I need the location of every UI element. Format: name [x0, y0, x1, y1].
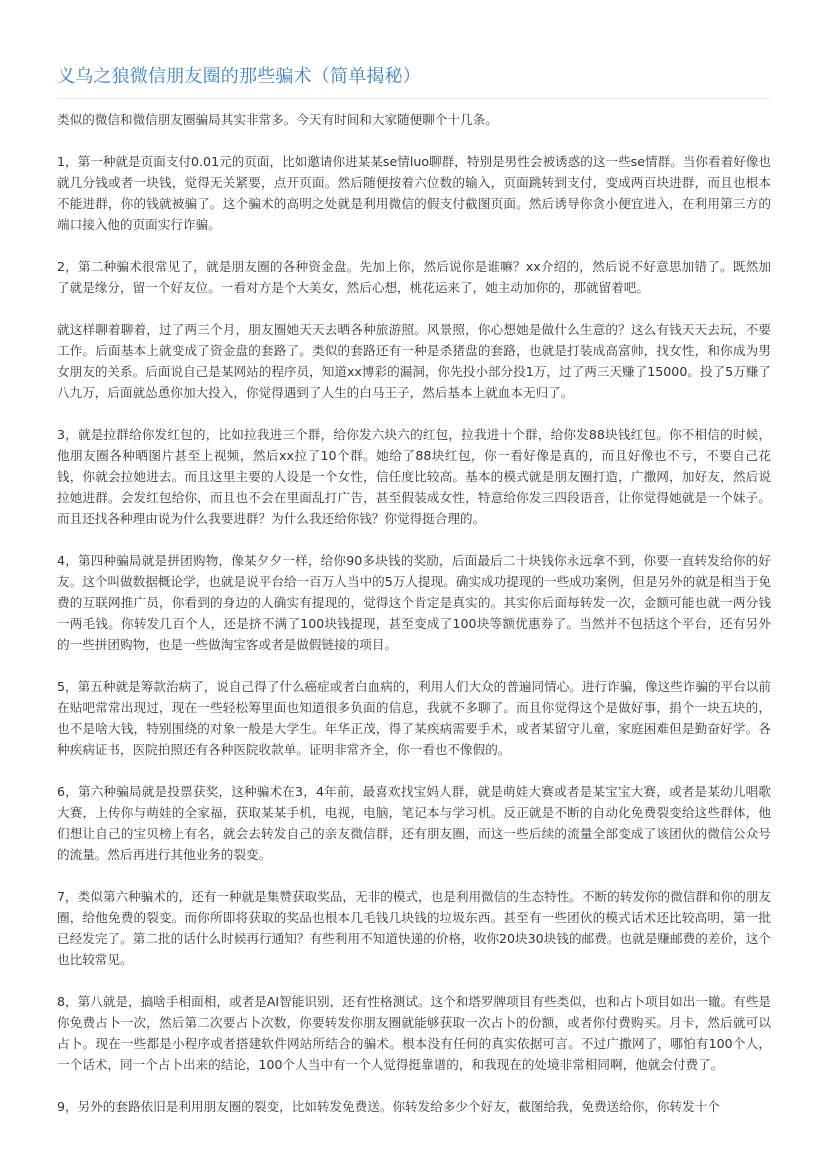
- paragraph-7: 7，类似第六种骗术的，还有一种就是集赞获取奖品，无非的模式，也是利用微信的生态特性。不断的转发你的微信群和你的朋友圈，给他免费的裂变。而你所即将获取的奖品也根本几毛钱几块钱的垃圾东西。甚至有一些团伙的模式话术还比较高明，第一批已经发完了。第二批的话什么时候再行通知？有些利用不知道快递的价格，收你20块30块钱的邮费。也就是赚邮费的差价，这个也比较常见。: [57, 889, 771, 967]
- paragraph-2: 2，第二种骗术很常见了，就是朋友圈的各种资金盘。先加上你，然后说你是谁嘛？xx介绍的，然后说不好意思加错了。既然加了就是缘分，留一个好友位。一看对方是个大美女，然后心想，桃花运来了，她主动加你的，那就留着吧。: [57, 259, 771, 295]
- paragraph-9: 9，另外的套路依旧是利用朋友圈的裂变，比如转发免费送。你转发给多少个好友，截图给我，免费送给你，你转发十个: [57, 1099, 720, 1114]
- paragraph-intro: 类似的微信和微信朋友圈骗局其实非常多。今天有时间和大家随便聊个十几条。: [57, 112, 498, 127]
- article-body: [57, 109, 771, 1117]
- article: [57, 64, 771, 1138]
- paragraph-6: 6，第六种骗局就是投票获奖，这种骗术在3，4年前，最喜欢找宝妈人群，就是萌娃大赛或者是某宝宝大赛，或者是某幼儿唱歌大赛，上传你与萌娃的全家福，获取某某手机，电视，电脑，笔记本与学习机。反正就是不断的自动化免费裂变给这些群体，他们想让自己的宝贝榜上有名，就会去转发自己的亲友微信群，还有朋友圈，而这一些后续的流量全部变成了该团伙的微信公众号的流量。然后再进行其他业务的裂变。: [57, 784, 771, 862]
- article-title: 义乌之狼微信朋友圈的那些骗术（简单揭秘）: [57, 64, 771, 99]
- paragraph-1: 1，第一种就是页面支付0.01元的页面，比如邀请你进某某se情luo聊群，特别是男性会被诱惑的这一些se情群。当你看着好像也就几分钱或者一块钱，觉得无关紧要，点开页面。然后随便按着六位数的输入，页面跳转到支付，变成两百块进群，而且也根本不能进群，你的钱就被骗了。这个骗术的高明之处就是利用微信的假支付截图页面。然后诱导你贪小便宜进入，在利用第三方的端口接入他的页面实行诈骗。: [57, 154, 771, 232]
- paragraph-2-continued: 就这样聊着聊着，过了两三个月，朋友圈她天天去晒各种旅游照。风景照，你心想她是做什么生意的？这么有钱天天去玩，不要工作。后面基本上就变成了资金盘的套路了。类似的套路还有一种是杀猪盘的套路，也就是打装成高富帅，找女性，和你成为男女朋友的关系。后面说自己是某网站的程序员，知道xx博彩的漏洞，你先投小部分投1万，过了两三天赚了15000。投了5万赚了八九万，后面就怂恿你加大投入，你觉得遇到了人生的白马王子，然后基本上就血本无归了。: [57, 322, 771, 400]
- paragraph-5: 5，第五种就是筹款治病了，说自己得了什么癌症或者白血病的，利用人们大众的普遍同情心。进行诈骗，像这些诈骗的平台以前在贴吧常常出现过，现在一些轻松筹里面也知道很多负面的信息，我就不多聊了。而且你觉得这个是做好事，捐个一块五块的，也不是啥大钱，特别围绕的对象一般是大学生。年华正茂，得了某疾病需要手术，或者某留守儿童，家庭困难但是勤奋好学。各种疾病证书，医院拍照还有各种医院收款单。证明非常齐全，你一看也不像假的。: [57, 679, 771, 757]
- paragraph-3: 3，就是拉群给你发红包的，比如拉我进三个群，给你发六块六的红包，拉我进十个群，给你发88块钱红包。你不相信的时候，他朋友圈各种晒图片甚至上视频，然后xx拉了10个群。她给了88块红包，你一看好像是真的，而且好像也不亏，不要自己花钱，你就会拉她进去。而且这里主要的人设是一个女性，信任度比较高。基本的模式就是朋友圈打造，广撒网，加好友，然后说拉她进群。会发红包给你，而且也不会在里面乱打广告，甚至假装成女性，特意给你发三四段语音，让你觉得她就是一个妹子。而且还找各种理由说为什么我要进群？为什么我还给你钱？你觉得挺合理的。: [57, 427, 771, 526]
- paragraph-8: 8，第八就是，搞啥手相面相，或者是AI智能识别，还有性格测试。这个和塔罗牌项目有些类似，也和占卜项目如出一辙。有些是你免费占卜一次，然后第二次要占卜次数，你要转发你朋友圈就能够获取一次占卜的份额，或者你付费购买。月卡，然后就可以占卜。现在一些都是小程序或者搭建软件网站所结合的骗术。根本没有任何的真实依据可言。不过广撒网了，哪怕有100个人，一个话术，同一个占卜出来的结论，100个人当中有一个人觉得挺靠谱的，和我现在的处境非常相同啊，他就会付费了。: [57, 994, 771, 1072]
- paragraph-4: 4，第四种骗局就是拼团购物，像某夕夕一样，给你90多块钱的奖励，后面最后二十块钱你永远拿不到，你要一直转发给你的好友。这个叫做数据概论学，也就是说平台给一百万人当中的5万人提现。确实成功提现的一些成功案例，但是另外的就是相当于免费的互联网推广员，你看到的身边的人确实有提现的，觉得这个肯定是真实的。其实你后面每转发一次，金额可能也就一两分钱一两毛钱。你转发几百个人，还是挤不满了100块钱提现，甚至变成了100块等额优惠券了。当然并不包括这个平台，还有另外的一些拼团购物，也是一些做淘宝客或者是做假链接的项目。: [57, 553, 771, 652]
